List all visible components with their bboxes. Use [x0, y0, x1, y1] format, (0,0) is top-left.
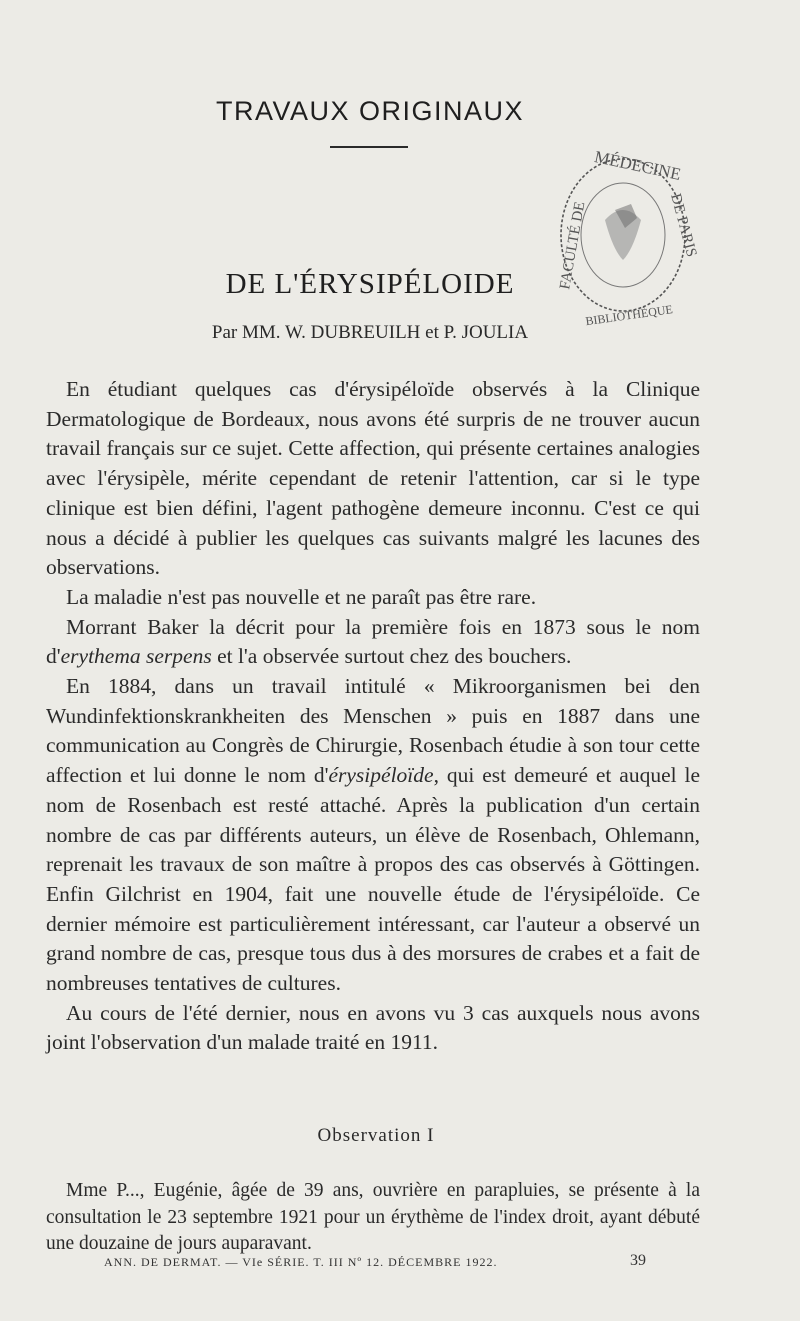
paragraph-1: En étudiant quelques cas d'érysipéloïde observés à la Clinique Dermatologique de Bordeaux, nous avons été surpris de ne trouver aucun travail français sur ce sujet. Cette affection, qui présente certaines analogies avec l'érysipèle, mérite cependant de retenir l'attention, car si le type clinique est bien défini, l'agent pathogène demeure inconnu. C'est ce qui nous a décidé à publier les quelques cas suivants malgré les lacunes des observations.: [46, 377, 700, 580]
observation-heading: Observation I: [317, 1125, 435, 1146]
article-authors: Par MM. W. DUBREUILH et P. JOULIA: [211, 322, 529, 343]
header-rule: [330, 146, 408, 148]
paragraph-3-text-a: Morrant Baker la décrit pour la première fois en 1873 sous le nom d': [46, 614, 700, 669]
paragraph-5: Au cours de l'été dernier, nous en avons vu 3 cas auxquels nous avons joint l'observation d'un malade traité en 1911.: [46, 1000, 700, 1055]
paragraph-4-text-b: , qui est demeuré et auquel le nom de Rosenbach est resté attaché. Après la publication d'un certain nombre de cas par différents auteurs, un élève de Rosenbach, Ohlemann, reprenait les travaux de son maître à propos des cas observés à Göttingen. Enfin Gilchrist en 1904, fait une nouvelle étude de l'érysipéloïde. Ce dernier mémoire est particulièrement intéressant, car l'auteur a observé un grand nombre de cas, presque tous dus à des morsures de crabes et a fait de nombreuses tentatives de cultures.: [46, 763, 700, 996]
stamp-left-text: FACULTÉ DE: [557, 200, 589, 291]
observation-body: [46, 1178, 700, 1258]
paragraph-4-italic: érysipéloïde: [328, 763, 434, 788]
stamp-right-text: DE PARIS: [667, 191, 700, 259]
article-body: [46, 375, 700, 1058]
stamp-top-text: MÉDECINE: [592, 147, 683, 184]
paragraph-3: [46, 613, 700, 672]
article-title: DE L'ÉRYSIPÉLOIDE: [225, 268, 515, 300]
journal-citation: ANN. DE DERMAT. — VIe SÉRIE. T. III Nº 12. DÉCEMBRE 1922.: [104, 1255, 498, 1269]
paragraph-3-italic: erythema serpens: [60, 644, 212, 669]
stamp-bottom-text: BIBLIOTHÈQUE: [584, 302, 674, 329]
paragraph-3-text-b: et l'a observée surtout chez des bouchers.: [211, 644, 572, 669]
section-header: TRAVAUX ORIGINAUX: [215, 96, 525, 126]
page-number: 39: [630, 1252, 646, 1269]
observation-paragraph: Mme P..., Eugénie, âgée de 39 ans, ouvrière en parapluies, se présente à la consultation le 23 septembre 1921 pour un érythème de l'index droit, ayant débuté une douzaine de jours auparavant.: [46, 1180, 700, 1254]
paragraph-4: [46, 672, 700, 999]
paragraph-4-text-a: En 1884, dans un travail intitulé « Mikroorganismen bei den Wundinfektionskrankheiten des Menschen » puis en 1887 dans une communication au Congrès de Chirurgie, Rosenbach étudie à son tour cette affection et lui donne le nom d': [46, 674, 700, 788]
paragraph-2: La maladie n'est pas nouvelle et ne paraît pas être rare.: [66, 584, 537, 609]
